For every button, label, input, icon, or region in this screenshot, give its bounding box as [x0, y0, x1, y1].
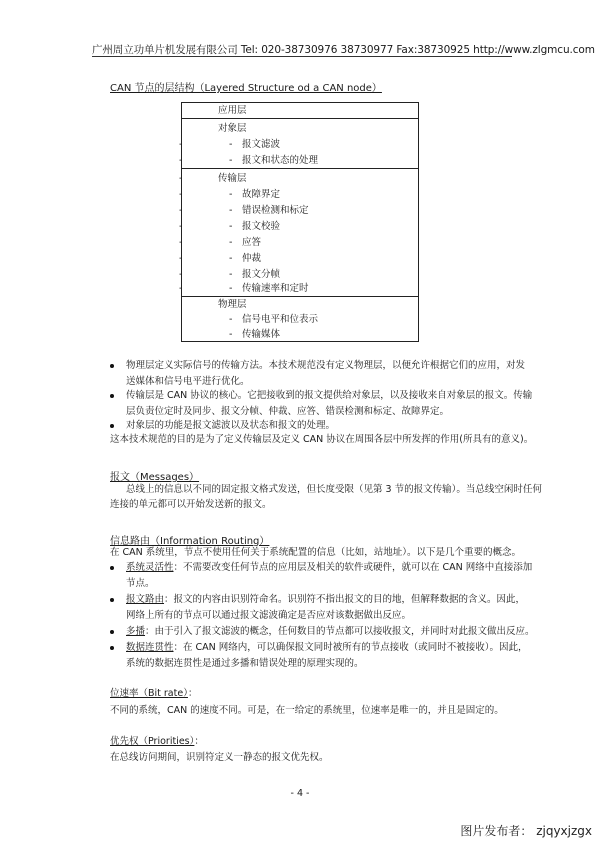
routing-item-cont: 网络上所有的节点可以通过报文滤波确定是否应对该数据做出反应。 [126, 610, 412, 621]
transfer-layer-item: 传输速率和定时 [242, 283, 309, 294]
application-layer-title: 应用层 [218, 105, 247, 116]
intro-tail-text: 这本技术规范的目的是为了定义传输层及定义 CAN 协议在周围各层中所发挥的作用(所具有的意义)。 [110, 434, 534, 445]
routing-item: 多播：由于引入了报文滤波的概念，任何数目的节点都可以接收报文，并同时对此报文做出反应。 [126, 626, 535, 637]
bullet-text: 对象层的功能是报文滤波以及状态和报文的处理。 [126, 420, 336, 431]
bitrate-text: 不同的系统，CAN 的速度不同。可是，在一给定的系统里，位速率是唯一的，并且是固定的。 [110, 705, 504, 716]
messages-heading: 报文（Messages） [110, 472, 200, 483]
transfer-layer-item: 故障界定 [242, 189, 281, 200]
routing-item: 报文路由：报文的内容由识别符命名。识别符不指出报文的目的地，但解释数据的含义。因此， [126, 594, 526, 605]
page-number: - 4 - [290, 788, 310, 799]
header-rule [92, 56, 512, 57]
bullet-icon [110, 364, 114, 368]
transfer-layer-title: 传输层 [218, 173, 247, 184]
bullet-text: 传输层是 CAN 协议的核心。它把接收到的报文提供给对象层，以及接收来自对象层的报文。传输 [126, 390, 533, 401]
transfer-layer-item: 报文校验 [242, 221, 281, 232]
transfer-layer-item: 错误检测和标定 [242, 205, 309, 216]
bullet-icon [110, 598, 114, 602]
priorities-heading: 优先权（Priorities）： [110, 736, 204, 747]
object-layer-item: 报文滤波 [242, 139, 281, 150]
bullet-icon [110, 394, 114, 398]
routing-heading: 信息路由（Information Routing） [110, 536, 270, 547]
bullet-text: 送媒体和信号电平进行优化。 [126, 376, 250, 387]
routing-intro: 在 CAN 系统里，节点不使用任何关于系统配置的信息（比如，站地址）。以下是几个重要的概念。 [110, 547, 522, 558]
physical-layer-title: 物理层 [218, 299, 247, 310]
physical-layer-section: 物理层 - 信号电平和位表示 - 传输媒体 [182, 297, 418, 341]
physical-layer-item: 传输媒体 [242, 329, 281, 340]
messages-text: 总线上的信息以不同的固定报文格式发送，但长度受限（见第 3 节的报文传输）。当总线空闲时任何 [126, 484, 542, 495]
bullet-icon [110, 630, 114, 634]
page-header: 广州周立功单片机发展有限公司 Tel: 020-38730976 38730977 Fax:38730925 http://www.zlgmcu.com [92, 44, 595, 56]
bullet-text: 层负责位定时及同步、报文分帧、仲裁、应答、错误检测和标定、故障界定。 [126, 406, 450, 417]
bullet-icon [110, 646, 114, 650]
routing-item: 系统灵活性：不需要改变任何节点的应用层及相关的软件或硬件，就可以在 CAN 网络中直接添加 [126, 562, 533, 573]
transfer-layer-section: - 传输层 - - 故障界定 - - 错误检测和标定 - - 报文校验 - - 应答 - - 仲裁 - - 报文分帧 - - 传输速率和定时 [182, 169, 418, 297]
publisher-watermark: 图片发布者： zjqyxjzgx [460, 824, 592, 838]
physical-layer-item: 信号电平和位表示 [242, 314, 319, 325]
layer-structure-table [181, 102, 419, 342]
application-layer-section [182, 103, 418, 119]
bitrate-heading: 位速率（Bit rate）： [110, 688, 198, 699]
object-layer-title: 对象层 [218, 123, 247, 134]
transfer-layer-item: 报文分帧 [242, 269, 281, 280]
routing-item-cont: 节点。 [126, 578, 155, 589]
bullet-icon [110, 566, 114, 570]
bullet-text: 物理层定义实际信号的传输方法。本技术规范没有定义物理层，以便允许根据它们的应用，对发 [126, 360, 526, 371]
transfer-layer-item: 应答 [242, 237, 262, 248]
messages-text: 连接的单元都可以开始发送新的报文。 [110, 499, 272, 510]
bullet-icon [110, 424, 114, 428]
object-layer-section: 对象层 - - 报文滤波 - - 报文和状态的处理 [182, 119, 418, 169]
transfer-layer-item: 仲裁 [242, 253, 262, 264]
routing-item-cont: 系统的数据连贯性是通过多播和错误处理的原理实现的。 [126, 658, 364, 669]
object-layer-item: 报文和状态的处理 [242, 155, 319, 166]
routing-item: 数据连贯性：在 CAN 网络内，可以确保报文同时被所有的节点接收（或同时不被接收）。因此， [126, 642, 528, 653]
priorities-text: 在总线访问期间，识别符定义一静态的报文优先权。 [110, 752, 329, 763]
layer-structure-heading: CAN 节点的层结构（Layered Structure od a CAN node） [110, 83, 382, 94]
